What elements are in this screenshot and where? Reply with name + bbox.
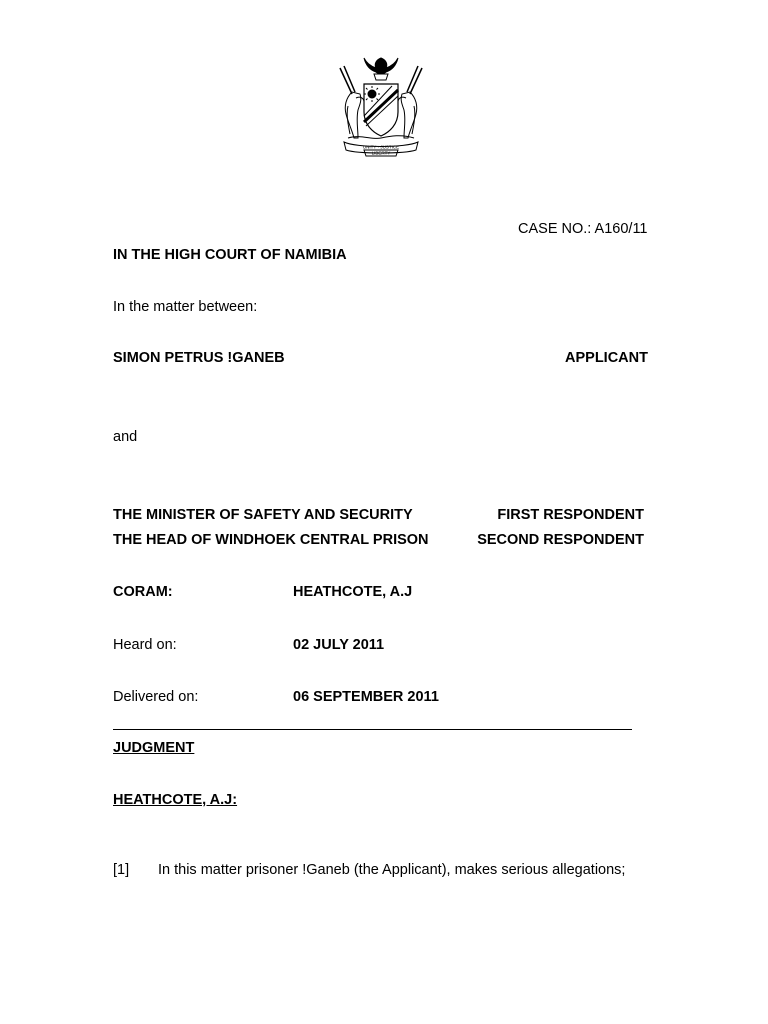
horizontal-divider [113, 729, 632, 730]
judge-heading: HEATHCOTE, A.J: [113, 792, 238, 808]
delivered-value: 06 SEPTEMBER 2011 [293, 689, 439, 705]
judgment-heading: JUDGMENT [113, 740, 195, 756]
namibia-coat-of-arms-icon [330, 50, 432, 160]
court-title: IN THE HIGH COURT OF NAMIBIA [113, 247, 347, 263]
case-number: CASE NO.: A160/11 [518, 221, 648, 237]
svg-text:LIBERTY: LIBERTY [371, 150, 391, 156]
coram-value: HEATHCOTE, A.J [293, 584, 413, 600]
second-respondent-role: SECOND RESPONDENT [477, 532, 644, 548]
matter-intro: In the matter between: [113, 299, 258, 315]
first-respondent-role: FIRST RESPONDENT [497, 507, 644, 523]
conjunction-text: and [113, 429, 138, 445]
applicant-role: APPLICANT [565, 350, 648, 366]
first-respondent-name: THE MINISTER OF SAFETY AND SECURITY [113, 507, 413, 523]
paragraph-number: [1] [113, 862, 130, 878]
svg-text:UNITY · JUSTICE: UNITY · JUSTICE [362, 144, 400, 150]
delivered-label: Delivered on: [113, 689, 199, 705]
paragraph-text: In this matter prisoner !Ganeb (the Applicant), makes serious allegations; [158, 862, 626, 878]
heard-value: 02 JULY 2011 [293, 637, 385, 653]
heard-label: Heard on: [113, 637, 177, 653]
second-respondent-name: THE HEAD OF WINDHOEK CENTRAL PRISON [113, 532, 429, 548]
applicant-name: SIMON PETRUS !GANEB [113, 350, 285, 366]
coram-label: CORAM: [113, 584, 173, 600]
